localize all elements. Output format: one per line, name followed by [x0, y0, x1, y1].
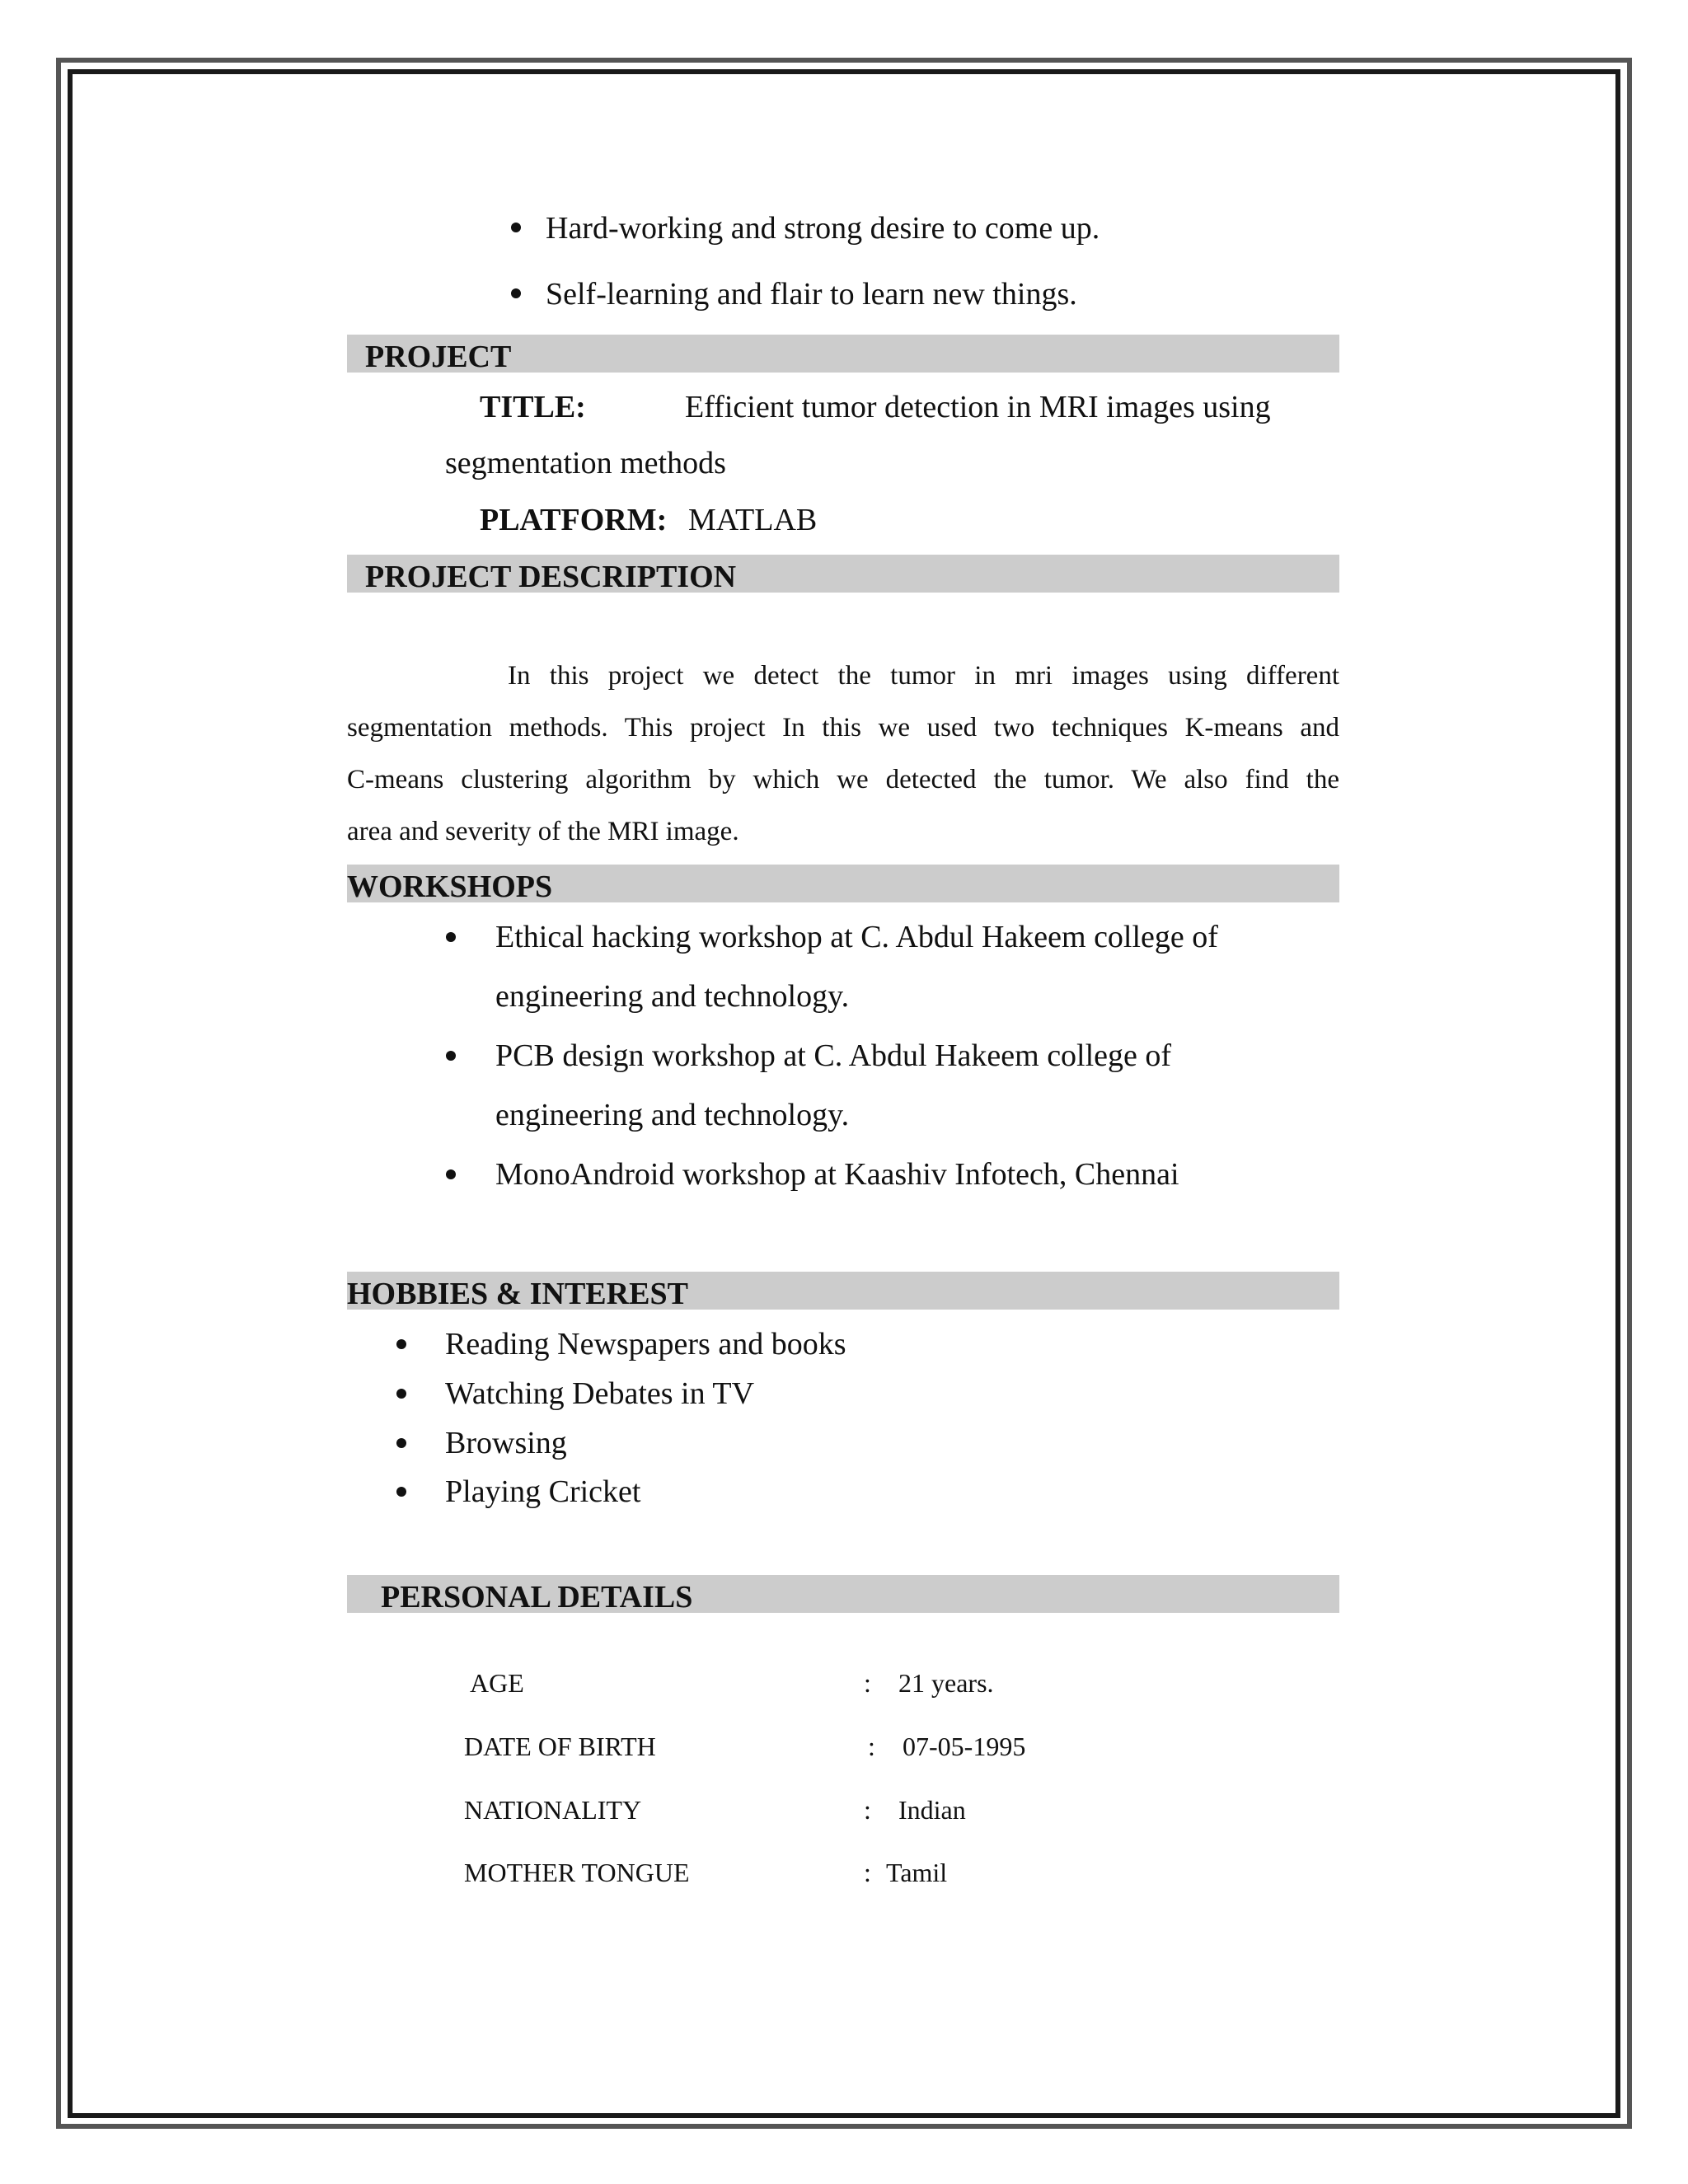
detail-separator: : — [864, 1668, 871, 1698]
section-band-project — [347, 335, 1339, 373]
bullet-icon — [446, 1051, 456, 1061]
description-line: segmentation methods. This project In this we used two techniques K-means and — [347, 713, 1339, 743]
project-title-value: Efficient tumor detection in MRI images using — [685, 390, 1271, 424]
detail-value-nationality: Indian — [898, 1795, 966, 1825]
section-heading: HOBBIES & INTEREST — [347, 1277, 688, 1311]
section-band-hobbies — [347, 1272, 1339, 1310]
description-line: C-means clustering algorithm by which we detected the tumor. We also find the — [347, 765, 1339, 794]
bullet-icon — [396, 1487, 406, 1497]
workshop-item-cont: engineering and technology. — [495, 1098, 850, 1132]
bullet-icon — [396, 1389, 406, 1399]
project-title-value-cont: segmentation methods — [445, 446, 726, 480]
detail-value-age: 21 years. — [898, 1668, 994, 1698]
section-band-personal-details — [347, 1575, 1339, 1613]
strength-item: Self-learning and flair to learn new things. — [546, 277, 1077, 312]
hobby-item: Playing Cricket — [445, 1474, 641, 1509]
bullet-icon — [396, 1339, 406, 1349]
section-heading: WORKSHOPS — [347, 869, 553, 904]
workshop-item: PCB design workshop at C. Abdul Hakeem college of — [495, 1038, 1172, 1073]
description-line: area and severity of the MRI image. — [347, 817, 739, 846]
project-platform-value: MATLAB — [688, 503, 818, 537]
hobby-item: Reading Newspapers and books — [445, 1327, 846, 1361]
project-platform-label: PLATFORM: — [480, 503, 668, 537]
detail-separator: : — [864, 1795, 871, 1825]
project-title-label: TITLE: — [480, 390, 586, 424]
detail-value-mother-tongue: Tamil — [886, 1858, 948, 1887]
workshop-item: Ethical hacking workshop at C. Abdul Hakeem college of — [495, 920, 1218, 954]
hobby-item: Watching Debates in TV — [445, 1376, 755, 1411]
detail-value-dob: 07-05-1995 — [903, 1732, 1026, 1761]
strength-item: Hard-working and strong desire to come up. — [546, 211, 1100, 246]
detail-label-mother-tongue: MOTHER TONGUE — [464, 1858, 690, 1887]
description-line: In this project we detect the tumor in mri images using different — [508, 661, 1339, 691]
bullet-icon — [511, 288, 521, 298]
section-band-project-description — [347, 555, 1339, 593]
detail-label-age: AGE — [470, 1668, 524, 1698]
detail-separator: : — [864, 1858, 871, 1887]
bullet-icon — [396, 1438, 406, 1448]
detail-label-nationality: NATIONALITY — [464, 1795, 642, 1825]
page-border-inner — [68, 69, 1620, 2118]
section-band-workshops — [347, 865, 1339, 902]
detail-separator: : — [868, 1732, 875, 1761]
section-heading: PROJECT — [365, 340, 512, 374]
workshop-item-cont: engineering and technology. — [495, 979, 850, 1014]
workshop-item: MonoAndroid workshop at Kaashiv Infotech, Chennai — [495, 1157, 1179, 1192]
section-heading: PROJECT DESCRIPTION — [365, 560, 737, 594]
bullet-icon — [511, 223, 521, 232]
hobby-item: Browsing — [445, 1426, 567, 1460]
detail-label-dob: DATE OF BIRTH — [464, 1732, 656, 1761]
bullet-icon — [446, 932, 456, 942]
section-heading: PERSONAL DETAILS — [381, 1580, 693, 1615]
bullet-icon — [446, 1169, 456, 1179]
